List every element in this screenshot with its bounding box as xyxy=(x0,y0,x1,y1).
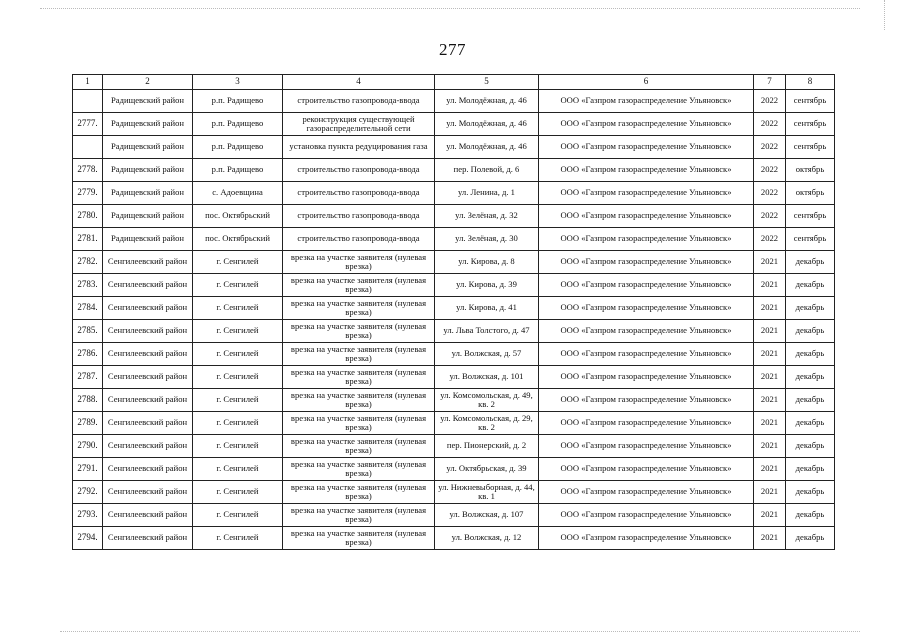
gas-works-table xyxy=(72,74,835,550)
year-cell: 2022 xyxy=(754,205,786,228)
settlement-cell: г. Сенгилей xyxy=(193,343,283,366)
settlement-cell: г. Сенгилей xyxy=(193,458,283,481)
organization-cell: ООО «Газпром газораспределение Ульяновск» xyxy=(539,435,754,458)
district-cell: Радищевский район xyxy=(103,159,193,182)
scan-artifact-bottom xyxy=(60,631,860,632)
scan-artifact-edge xyxy=(884,0,885,30)
organization-cell: ООО «Газпром газораспределение Ульяновск» xyxy=(539,320,754,343)
district-cell: Сенгилеевский район xyxy=(103,320,193,343)
year-cell: 2021 xyxy=(754,481,786,504)
work-type-cell: строительство газопровода-ввода xyxy=(283,182,435,205)
district-cell: Сенгилеевский район xyxy=(103,504,193,527)
row-number: 2788. xyxy=(73,389,103,412)
month-cell: декабрь xyxy=(786,458,835,481)
settlement-cell: г. Сенгилей xyxy=(193,527,283,550)
work-type-cell: врезка на участке заявителя (нулевая врезка) xyxy=(283,251,435,274)
settlement-cell: р.п. Радищево xyxy=(193,113,283,136)
row-number: 2790. xyxy=(73,435,103,458)
table-row xyxy=(73,159,835,182)
table-row xyxy=(73,504,835,527)
address-cell: ул. Волжская, д. 101 xyxy=(435,366,539,389)
page-number: 277 xyxy=(439,40,466,59)
address-cell: ул. Ленина, д. 1 xyxy=(435,182,539,205)
table-row xyxy=(73,366,835,389)
district-cell: Сенгилеевский район xyxy=(103,458,193,481)
work-type-cell: врезка на участке заявителя (нулевая врезка) xyxy=(283,412,435,435)
table-row xyxy=(73,389,835,412)
organization-cell: ООО «Газпром газораспределение Ульяновск» xyxy=(539,182,754,205)
row-number: 2783. xyxy=(73,274,103,297)
row-number: 2786. xyxy=(73,343,103,366)
year-cell: 2022 xyxy=(754,228,786,251)
settlement-cell: с. Адоевщина xyxy=(193,182,283,205)
table-row xyxy=(73,228,835,251)
month-cell: декабрь xyxy=(786,343,835,366)
table-row xyxy=(73,251,835,274)
work-type-cell: врезка на участке заявителя (нулевая врезка) xyxy=(283,320,435,343)
organization-cell: ООО «Газпром газораспределение Ульяновск» xyxy=(539,389,754,412)
district-cell: Радищевский район xyxy=(103,182,193,205)
row-number: 2780. xyxy=(73,205,103,228)
row-number: 2793. xyxy=(73,504,103,527)
district-cell: Сенгилеевский район xyxy=(103,435,193,458)
district-cell: Сенгилеевский район xyxy=(103,297,193,320)
table-row xyxy=(73,458,835,481)
address-cell: ул. Молодёжная, д. 46 xyxy=(435,113,539,136)
district-cell: Сенгилеевский район xyxy=(103,527,193,550)
district-cell: Радищевский район xyxy=(103,136,193,159)
work-type-cell: врезка на участке заявителя (нулевая врезка) xyxy=(283,527,435,550)
organization-cell: ООО «Газпром газораспределение Ульяновск» xyxy=(539,527,754,550)
address-cell: ул. Волжская, д. 107 xyxy=(435,504,539,527)
organization-cell: ООО «Газпром газораспределение Ульяновск» xyxy=(539,228,754,251)
work-type-cell: врезка на участке заявителя (нулевая врезка) xyxy=(283,366,435,389)
work-type-cell: установка пункта редуцирования газа xyxy=(283,136,435,159)
district-cell: Сенгилеевский район xyxy=(103,481,193,504)
row-number: 2785. xyxy=(73,320,103,343)
row-number xyxy=(73,136,103,159)
month-cell: декабрь xyxy=(786,320,835,343)
header-cell: 4 xyxy=(283,75,435,90)
month-cell: декабрь xyxy=(786,366,835,389)
header-cell: 5 xyxy=(435,75,539,90)
settlement-cell: г. Сенгилей xyxy=(193,251,283,274)
address-cell: ул. Комсомольская, д. 29, кв. 2 xyxy=(435,412,539,435)
district-cell: Радищевский район xyxy=(103,90,193,113)
address-cell: ул. Комсомольская, д. 49, кв. 2 xyxy=(435,389,539,412)
address-cell: пер. Пионерский, д. 2 xyxy=(435,435,539,458)
address-cell: ул. Волжская, д. 57 xyxy=(435,343,539,366)
address-cell: ул. Нижневыборная, д. 44, кв. 1 xyxy=(435,481,539,504)
organization-cell: ООО «Газпром газораспределение Ульяновск» xyxy=(539,504,754,527)
organization-cell: ООО «Газпром газораспределение Ульяновск» xyxy=(539,366,754,389)
work-type-cell: врезка на участке заявителя (нулевая врезка) xyxy=(283,458,435,481)
address-cell: ул. Зелёная, д. 30 xyxy=(435,228,539,251)
district-cell: Сенгилеевский район xyxy=(103,366,193,389)
header-cell: 1 xyxy=(73,75,103,90)
row-number: 2789. xyxy=(73,412,103,435)
row-number: 2784. xyxy=(73,297,103,320)
year-cell: 2021 xyxy=(754,343,786,366)
row-number: 2794. xyxy=(73,527,103,550)
settlement-cell: г. Сенгилей xyxy=(193,504,283,527)
row-number: 2779. xyxy=(73,182,103,205)
month-cell: декабрь xyxy=(786,412,835,435)
settlement-cell: р.п. Радищево xyxy=(193,136,283,159)
address-cell: ул. Молодёжная, д. 46 xyxy=(435,90,539,113)
table-row xyxy=(73,90,835,113)
organization-cell: ООО «Газпром газораспределение Ульяновск» xyxy=(539,343,754,366)
table-row xyxy=(73,412,835,435)
row-number: 2782. xyxy=(73,251,103,274)
table-row xyxy=(73,527,835,550)
month-cell: декабрь xyxy=(786,481,835,504)
organization-cell: ООО «Газпром газораспределение Ульяновск» xyxy=(539,481,754,504)
settlement-cell: пос. Октябрьский xyxy=(193,228,283,251)
district-cell: Радищевский район xyxy=(103,228,193,251)
year-cell: 2021 xyxy=(754,274,786,297)
organization-cell: ООО «Газпром газораспределение Ульяновск» xyxy=(539,274,754,297)
organization-cell: ООО «Газпром газораспределение Ульяновск» xyxy=(539,297,754,320)
year-cell: 2021 xyxy=(754,389,786,412)
district-cell: Сенгилеевский район xyxy=(103,251,193,274)
table-row xyxy=(73,182,835,205)
work-type-cell: строительство газопровода-ввода xyxy=(283,90,435,113)
year-cell: 2021 xyxy=(754,527,786,550)
header-cell: 6 xyxy=(539,75,754,90)
year-cell: 2021 xyxy=(754,320,786,343)
work-type-cell: врезка на участке заявителя (нулевая врезка) xyxy=(283,435,435,458)
settlement-cell: г. Сенгилей xyxy=(193,366,283,389)
organization-cell: ООО «Газпром газораспределение Ульяновск» xyxy=(539,205,754,228)
year-cell: 2021 xyxy=(754,435,786,458)
table-row xyxy=(73,136,835,159)
month-cell: декабрь xyxy=(786,527,835,550)
year-cell: 2022 xyxy=(754,90,786,113)
table-row xyxy=(73,274,835,297)
organization-cell: ООО «Газпром газораспределение Ульяновск» xyxy=(539,136,754,159)
year-cell: 2021 xyxy=(754,366,786,389)
month-cell: декабрь xyxy=(786,274,835,297)
organization-cell: ООО «Газпром газораспределение Ульяновск» xyxy=(539,458,754,481)
month-cell: октябрь xyxy=(786,182,835,205)
header-row xyxy=(73,75,835,90)
table-row xyxy=(73,320,835,343)
address-cell: ул. Кирова, д. 39 xyxy=(435,274,539,297)
month-cell: декабрь xyxy=(786,389,835,412)
work-type-cell: врезка на участке заявителя (нулевая врезка) xyxy=(283,389,435,412)
work-type-cell: строительство газопровода-ввода xyxy=(283,228,435,251)
district-cell: Сенгилеевский район xyxy=(103,343,193,366)
year-cell: 2021 xyxy=(754,504,786,527)
header-cell: 8 xyxy=(786,75,835,90)
work-type-cell: врезка на участке заявителя (нулевая врезка) xyxy=(283,481,435,504)
year-cell: 2022 xyxy=(754,182,786,205)
row-number xyxy=(73,90,103,113)
work-type-cell: врезка на участке заявителя (нулевая врезка) xyxy=(283,343,435,366)
address-cell: ул. Октябрьская, д. 39 xyxy=(435,458,539,481)
settlement-cell: г. Сенгилей xyxy=(193,274,283,297)
row-number: 2777. xyxy=(73,113,103,136)
work-type-cell: врезка на участке заявителя (нулевая врезка) xyxy=(283,297,435,320)
year-cell: 2021 xyxy=(754,251,786,274)
table-row xyxy=(73,297,835,320)
settlement-cell: г. Сенгилей xyxy=(193,412,283,435)
header-cell: 2 xyxy=(103,75,193,90)
year-cell: 2021 xyxy=(754,297,786,320)
settlement-cell: г. Сенгилей xyxy=(193,481,283,504)
address-cell: ул. Волжская, д. 12 xyxy=(435,527,539,550)
address-cell: пер. Полевой, д. 6 xyxy=(435,159,539,182)
work-type-cell: реконструкция существующей газораспределительной сети xyxy=(283,113,435,136)
row-number: 2792. xyxy=(73,481,103,504)
district-cell: Радищевский район xyxy=(103,205,193,228)
settlement-cell: г. Сенгилей xyxy=(193,389,283,412)
row-number: 2781. xyxy=(73,228,103,251)
table-row xyxy=(73,113,835,136)
settlement-cell: г. Сенгилей xyxy=(193,435,283,458)
year-cell: 2021 xyxy=(754,458,786,481)
settlement-cell: пос. Октябрьский xyxy=(193,205,283,228)
row-number: 2778. xyxy=(73,159,103,182)
work-type-cell: строительство газопровода-ввода xyxy=(283,205,435,228)
organization-cell: ООО «Газпром газораспределение Ульяновск» xyxy=(539,159,754,182)
row-number: 2791. xyxy=(73,458,103,481)
table-row xyxy=(73,435,835,458)
settlement-cell: р.п. Радищево xyxy=(193,159,283,182)
address-cell: ул. Молодёжная, д. 46 xyxy=(435,136,539,159)
address-cell: ул. Зелёная, д. 32 xyxy=(435,205,539,228)
year-cell: 2022 xyxy=(754,159,786,182)
organization-cell: ООО «Газпром газораспределение Ульяновск» xyxy=(539,251,754,274)
address-cell: ул. Кирова, д. 41 xyxy=(435,297,539,320)
month-cell: сентябрь xyxy=(786,228,835,251)
row-number: 2787. xyxy=(73,366,103,389)
work-type-cell: строительство газопровода-ввода xyxy=(283,159,435,182)
month-cell: декабрь xyxy=(786,297,835,320)
work-type-cell: врезка на участке заявителя (нулевая врезка) xyxy=(283,504,435,527)
settlement-cell: р.п. Радищево xyxy=(193,90,283,113)
month-cell: сентябрь xyxy=(786,113,835,136)
year-cell: 2022 xyxy=(754,136,786,159)
table-row xyxy=(73,343,835,366)
header-cell: 7 xyxy=(754,75,786,90)
organization-cell: ООО «Газпром газораспределение Ульяновск» xyxy=(539,90,754,113)
year-cell: 2022 xyxy=(754,113,786,136)
table-row xyxy=(73,205,835,228)
district-cell: Сенгилеевский район xyxy=(103,389,193,412)
month-cell: декабрь xyxy=(786,504,835,527)
scan-artifact-top xyxy=(40,8,860,9)
settlement-cell: г. Сенгилей xyxy=(193,320,283,343)
address-cell: ул. Льва Толстого, д. 47 xyxy=(435,320,539,343)
header-cell: 3 xyxy=(193,75,283,90)
district-cell: Сенгилеевский район xyxy=(103,274,193,297)
month-cell: сентябрь xyxy=(786,90,835,113)
table-row xyxy=(73,481,835,504)
organization-cell: ООО «Газпром газораспределение Ульяновск» xyxy=(539,113,754,136)
month-cell: декабрь xyxy=(786,435,835,458)
month-cell: сентябрь xyxy=(786,205,835,228)
month-cell: декабрь xyxy=(786,251,835,274)
month-cell: сентябрь xyxy=(786,136,835,159)
year-cell: 2021 xyxy=(754,412,786,435)
work-type-cell: врезка на участке заявителя (нулевая врезка) xyxy=(283,274,435,297)
address-cell: ул. Кирова, д. 8 xyxy=(435,251,539,274)
settlement-cell: г. Сенгилей xyxy=(193,297,283,320)
organization-cell: ООО «Газпром газораспределение Ульяновск» xyxy=(539,412,754,435)
district-cell: Радищевский район xyxy=(103,113,193,136)
month-cell: октябрь xyxy=(786,159,835,182)
district-cell: Сенгилеевский район xyxy=(103,412,193,435)
